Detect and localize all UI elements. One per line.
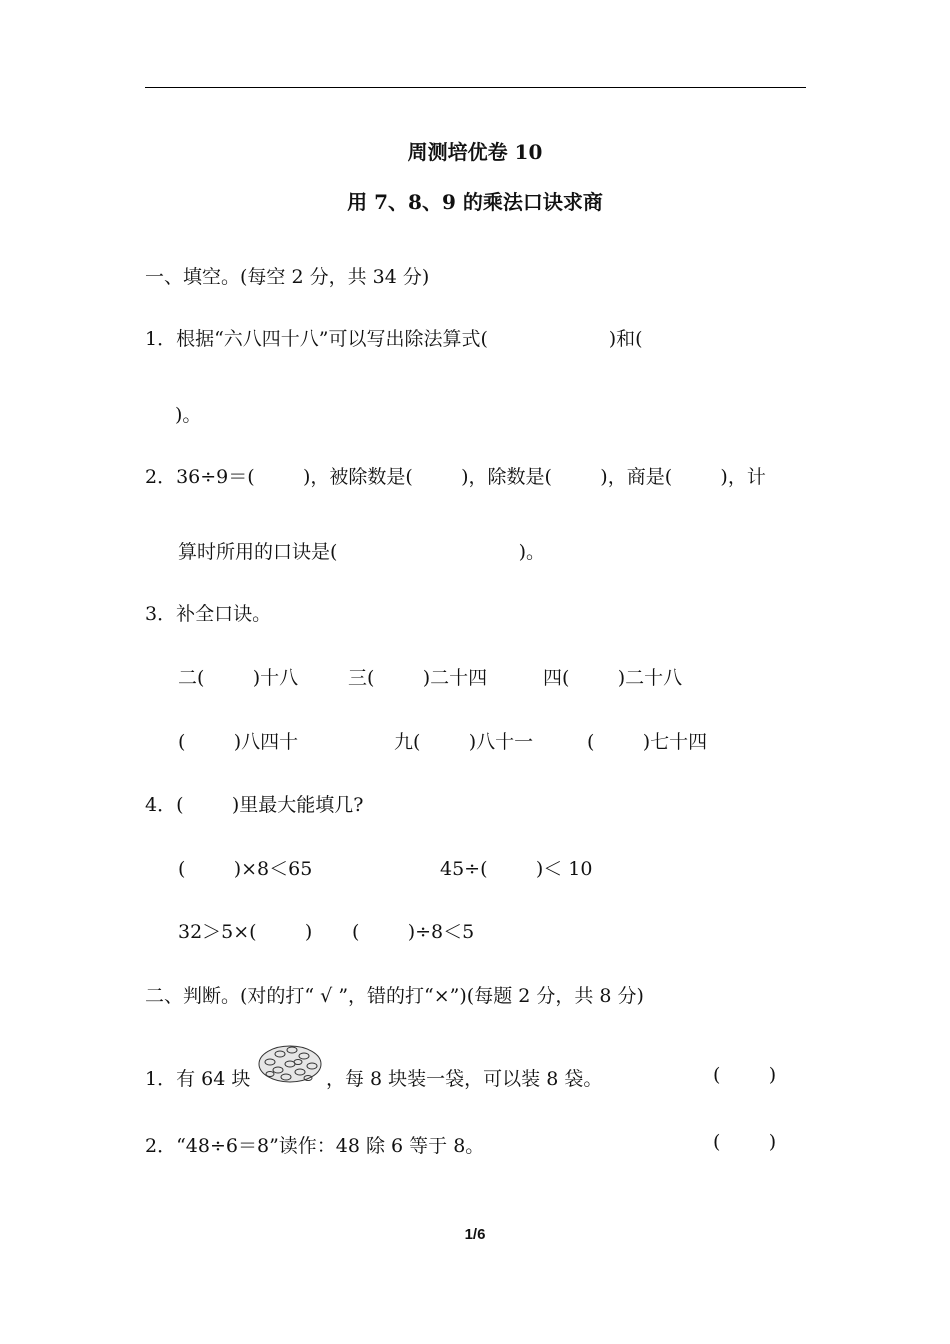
q4-item: ( )×8＜65 bbox=[178, 858, 313, 880]
section1-heading: 一、填空。(每空 2 分，共 34 分) bbox=[145, 266, 430, 288]
judge-q2-answer-blank[interactable]: ( ) bbox=[713, 1131, 777, 1153]
q3-item: 九( )八十一 bbox=[394, 731, 534, 753]
q4-item: ( )÷8＜5 bbox=[352, 921, 475, 943]
q1-line1: 1．根据“六八四十八”可以写出除法算式( )和( bbox=[145, 328, 643, 350]
page-number: 1/6 bbox=[464, 1226, 486, 1243]
q3-item: 三( )二十四 bbox=[348, 667, 488, 689]
q4-label: 4．( )里最大能填几? bbox=[145, 794, 364, 816]
candy-pile-image bbox=[256, 1036, 324, 1086]
section2-heading: 二、判断。(对的打“ √ ”，错的打“×”)(每题 2 分，共 8 分) bbox=[145, 985, 644, 1007]
top-rule bbox=[145, 87, 806, 88]
judge-q1-suffix: ，每 8 块装一袋，可以装 8 袋。 bbox=[326, 1068, 603, 1090]
q3-item: 四( )二十八 bbox=[543, 667, 683, 689]
q2-line2: 算时所用的口诀是( )。 bbox=[178, 541, 546, 563]
q3-item: ( )八四十 bbox=[178, 731, 299, 753]
q2-line1: 2．36÷9＝( )，被除数是( )，除数是( )，商是( )，计 bbox=[145, 466, 766, 488]
judge-q1-prefix: 1．有 64 块 bbox=[145, 1068, 251, 1090]
q1-line2: )。 bbox=[175, 404, 202, 426]
page-title: 周测培优卷 10 bbox=[407, 140, 543, 164]
page-subtitle: 用 7、8、9 的乘法口诀求商 bbox=[347, 190, 603, 214]
judge-q1-answer-blank[interactable]: ( ) bbox=[713, 1064, 777, 1086]
q3-item: ( )七十四 bbox=[587, 731, 708, 753]
q3-item: 二( )十八 bbox=[178, 667, 299, 689]
q3-label: 3．补全口诀。 bbox=[145, 603, 272, 625]
q4-item: 45÷( )＜ 10 bbox=[440, 858, 593, 880]
judge-q2-text: 2．“48÷6＝8”读作：48 除 6 等于 8。 bbox=[145, 1135, 485, 1157]
q4-item: 32＞5×( ) bbox=[178, 921, 313, 943]
